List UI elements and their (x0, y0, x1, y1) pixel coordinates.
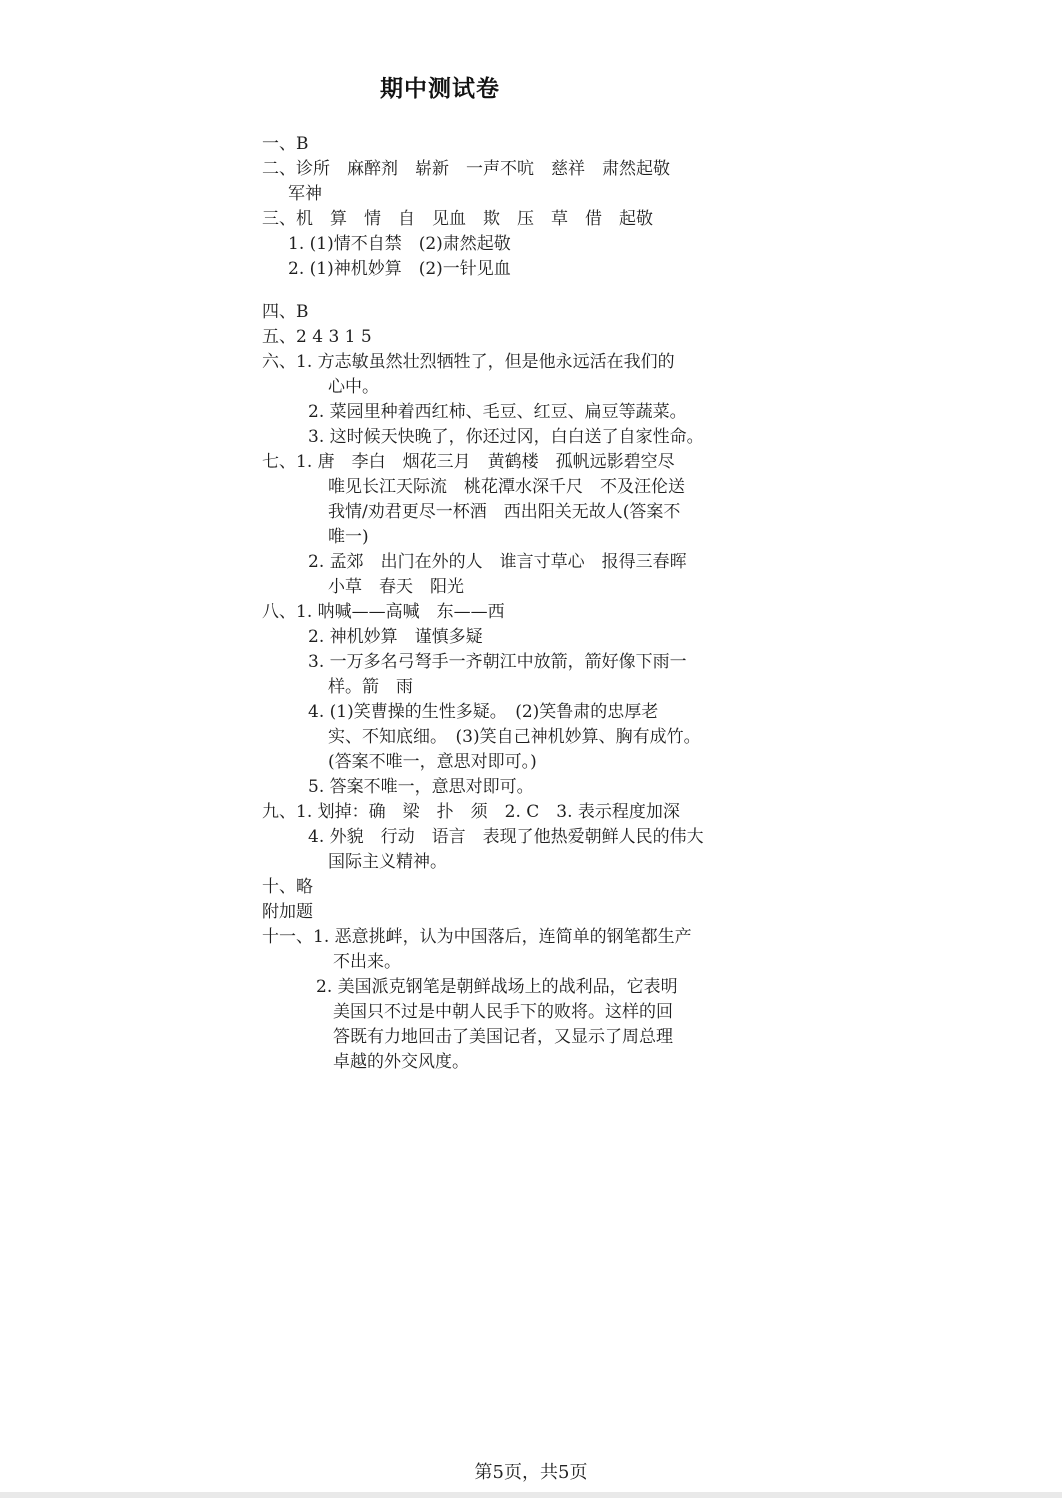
bonus-heading: 附加题 (262, 902, 313, 922)
answer-line-8-sub2: 2. 神机妙算 谨慎多疑 (308, 627, 483, 647)
answer-line-8-sub4-cont2: (答案不唯一，意思对即可。) (328, 752, 537, 772)
answer-line-2: 二、诊所 麻醉剂 崭新 一声不吭 慈祥 肃然起敬 (262, 159, 670, 179)
answer-line-11-sub2: 2. 美国派克钢笔是朝鲜战场上的战利品，它表明 (316, 977, 678, 997)
answer-line-3: 三、机 算 情 自 见血 欺 压 草 借 起敬 (262, 209, 653, 229)
answer-line-7-cont2: 我情/劝君更尽一杯酒 西出阳关无故人(答案不 (328, 502, 681, 522)
answer-line-5: 五、2 4 3 1 5 (262, 327, 372, 347)
answer-list (262, 132, 732, 1075)
answer-line-6-sub2: 2. 菜园里种着西红柿、毛豆、红豆、扁豆等蔬菜。 (308, 402, 687, 422)
answer-line-8-sub3-cont: 样。箭 雨 (328, 677, 413, 697)
answer-line-11-cont: 不出来。 (333, 952, 401, 972)
answer-line-7-cont1: 唯见长江天际流 桃花潭水深千尺 不及汪伦送 (328, 477, 685, 497)
answer-line-2-cont: 军神 (288, 184, 322, 204)
answer-line-8: 八、1. 呐喊——高喊 东——西 (262, 602, 505, 622)
answer-line-9-sub4: 4. 外貌 行动 语言 表现了他热爱朝鲜人民的伟大 (308, 827, 704, 847)
answer-line-3-sub1: 1. (1)情不自禁 (2)肃然起敬 (288, 234, 511, 254)
answer-line-8-sub5: 5. 答案不唯一，意思对即可。 (308, 777, 534, 797)
answer-line-9: 九、1. 划掉：确 梁 扑 须 2. C 3. 表示程度加深 (262, 802, 680, 822)
page-number-footer: 第5页，共5页 (474, 1462, 588, 1483)
answer-line-8-sub4: 4. (1)笑曹操的生性多疑。 (2)笑鲁肃的忠厚老 (308, 702, 659, 722)
answer-line-6-cont: 心中。 (328, 377, 379, 397)
answer-line-10: 十、略 (262, 877, 313, 897)
answer-line-7-sub2-cont: 小草 春天 阳光 (328, 577, 464, 597)
answer-line-8-sub4-cont1: 实、不知底细。 (3)笑自己神机妙算、胸有成竹。 (328, 727, 701, 747)
section-gap (262, 282, 732, 300)
answer-line-11-sub2-cont1: 美国只不过是中朝人民手下的败将。这样的回 (333, 1002, 673, 1022)
answer-line-9-sub4-cont: 国际主义精神。 (328, 852, 447, 872)
answer-line-11-sub2-cont2: 答既有力地回击了美国记者，又显示了周总理 (333, 1027, 673, 1047)
answer-line-1: 一、B (262, 134, 309, 154)
answer-line-11: 十一、1. 恶意挑衅，认为中国落后，连简单的钢笔都生产 (262, 927, 692, 947)
answer-line-6-sub3: 3. 这时候天快晚了，你还过冈，白白送了自家性命。 (308, 427, 704, 447)
answer-line-11-sub2-cont3: 卓越的外交风度。 (333, 1052, 469, 1072)
answer-line-7-cont3: 唯一) (328, 527, 369, 547)
page-bottom-edge (0, 1492, 1062, 1498)
answer-line-8-sub3: 3. 一万多名弓弩手一齐朝江中放箭，箭好像下雨一 (308, 652, 687, 672)
answer-line-6: 六、1. 方志敏虽然壮烈牺牲了，但是他永远活在我们的 (262, 352, 675, 372)
answer-line-7-sub2: 2. 孟郊 出门在外的人 谁言寸草心 报得三春晖 (308, 552, 687, 572)
page-title: 期中测试卷 (380, 76, 500, 102)
answer-line-4: 四、B (262, 302, 309, 322)
answer-line-7: 七、1. 唐 李白 烟花三月 黄鹤楼 孤帆远影碧空尽 (262, 452, 675, 472)
answer-line-3-sub2: 2. (1)神机妙算 (2)一针见血 (288, 259, 511, 279)
